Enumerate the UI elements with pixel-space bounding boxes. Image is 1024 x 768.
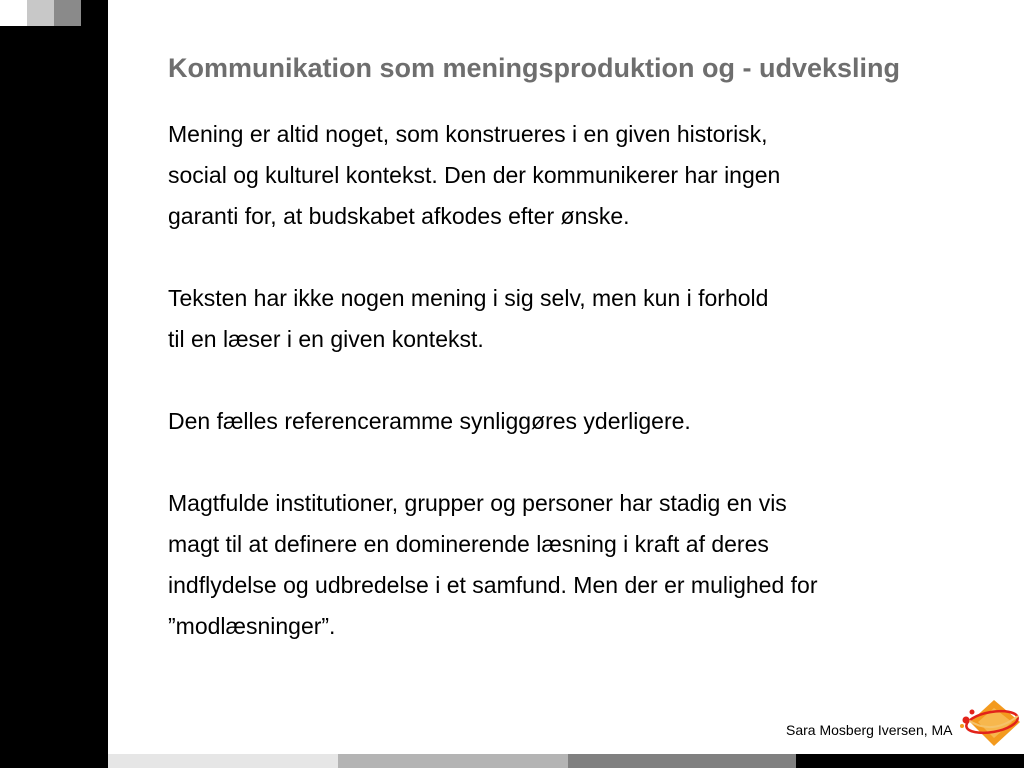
corner-square-light-gray <box>27 0 54 26</box>
slide-title: Kommunikation som meningsproduktion og - udveksling <box>168 53 901 83</box>
text-line: indflydelse og udbredelse i et samfund. Men der er mulighed for <box>168 572 818 598</box>
paragraph-4 <box>168 483 998 647</box>
text-line: til en læser i en given kontekst. <box>168 326 484 352</box>
slide-body <box>168 114 998 688</box>
text-line: Teksten har ikke nogen mening i sig selv, men kun i forhold <box>168 285 769 311</box>
bottom-bar-segment-2 <box>338 754 568 768</box>
corner-square-black <box>81 0 108 26</box>
text-line: garanti for, at budskabet afkodes efter ønske. <box>168 203 630 229</box>
corner-square-white <box>0 0 27 26</box>
text-line: Den fælles referenceramme synliggøres yderligere. <box>168 408 691 434</box>
paragraph-1 <box>168 114 998 237</box>
orange-diamond-logo-icon <box>958 696 1022 750</box>
footer-author: Sara Mosberg Iversen, MA <box>786 722 953 738</box>
text-line: Mening er altid noget, som konstrueres i en given historisk, <box>168 121 768 147</box>
bottom-bar-segment-4 <box>796 754 1024 768</box>
bottom-bar-segment-1 <box>108 754 338 768</box>
left-sidebar-bar <box>0 0 108 768</box>
text-line: ”modlæsninger”. <box>168 613 336 639</box>
paragraph-2 <box>168 278 998 360</box>
text-line: social og kulturel kontekst. Den der kommunikerer har ingen <box>168 162 781 188</box>
text-line: Magtfulde institutioner, grupper og personer har stadig en vis <box>168 490 787 516</box>
corner-square-gray <box>54 0 81 26</box>
bottom-bar-segment-3 <box>568 754 796 768</box>
text-line: magt til at definere en dominerende læsning i kraft af deres <box>168 531 769 557</box>
paragraph-3 <box>168 401 998 442</box>
